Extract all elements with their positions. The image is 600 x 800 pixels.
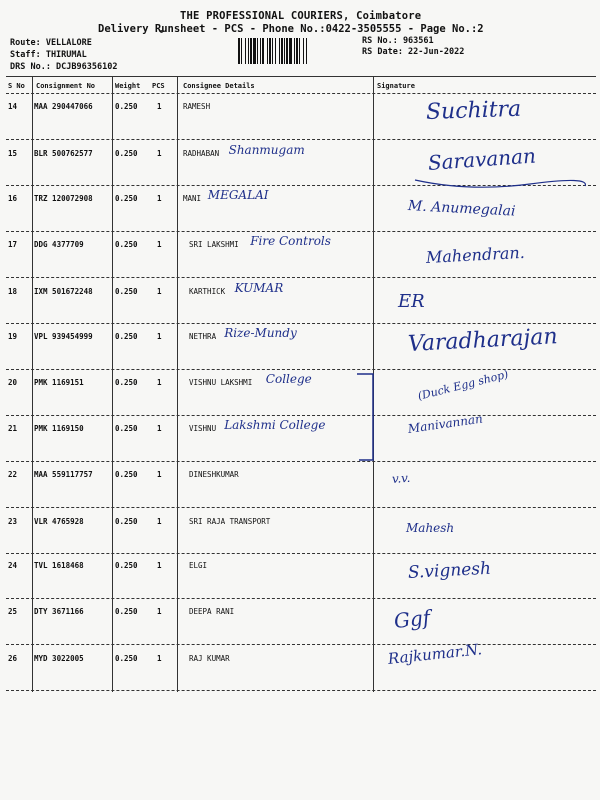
row-signature: S.vignesh [407, 558, 492, 583]
row-signature: Mahesh [406, 521, 455, 535]
col-header-sno: S No [8, 82, 25, 90]
row-consignment-no: DDG 4377709 [34, 240, 84, 249]
row-signature: v.v. [391, 470, 411, 486]
barcode-bar [306, 38, 307, 64]
row-sno: 19 [8, 332, 18, 341]
route-label: Route: VELLALORE [10, 38, 92, 48]
row-consignment-no: TRZ 120072908 [34, 194, 93, 203]
row-consignment-no: PMK 1169151 [34, 378, 84, 387]
row-sno: 18 [8, 287, 18, 296]
header-bottom-rule [6, 93, 596, 94]
row-divider [6, 277, 596, 278]
row-sno: 17 [8, 240, 18, 249]
col-divider-3 [177, 76, 178, 692]
row-consignment-no: IXM 501672248 [34, 287, 93, 296]
row-weight: 0.250 [115, 517, 138, 526]
barcode [238, 38, 356, 64]
row-consignment-no: PMK 1169150 [34, 424, 84, 433]
row-sno: 26 [8, 654, 18, 663]
row-signature: Mahendran. [425, 242, 526, 267]
row-consignment-no: MYD 3022005 [34, 654, 84, 663]
col-header-consignment: Consignment No [36, 82, 96, 90]
signature-underline-16 [410, 170, 590, 200]
row-pcs: 1 [157, 194, 162, 203]
row-pcs: 1 [157, 424, 162, 433]
row-sno: 14 [8, 102, 18, 111]
row-divider [6, 690, 596, 691]
row-consignment-no: VPL 939454999 [34, 332, 93, 341]
row-weight: 0.250 [115, 654, 138, 663]
bracket-mark [355, 370, 385, 466]
col-header-signature: Signature [377, 82, 415, 90]
row-signature: Saravanan [427, 143, 537, 175]
row-divider [6, 644, 596, 645]
rs-number: RS No.: 963561 [362, 36, 434, 46]
row-consignment-no: MAA 559117757 [34, 470, 93, 479]
row-signature: ER [398, 291, 425, 312]
row-consignment-no: VLR 4765928 [34, 517, 84, 526]
row-sno: 23 [8, 517, 18, 526]
row-divider [6, 598, 596, 599]
row-signature: Ggf [392, 605, 432, 633]
row-pcs: 1 [157, 332, 162, 341]
row-sno: 15 [8, 149, 18, 158]
row-sno: 24 [8, 561, 18, 570]
row-consignment-no: BLR 500762577 [34, 149, 93, 158]
rs-date: RS Date: 22-Jun-2022 [362, 47, 465, 57]
row-pcs: 1 [157, 102, 162, 111]
row-consignment-no: DTY 3671166 [34, 607, 84, 616]
row-pcs: 1 [157, 240, 162, 249]
row-divider [6, 415, 596, 416]
row-consignment-no: TVL 1618468 [34, 561, 84, 570]
row-consignee: VISHNU [189, 424, 217, 433]
row-pcs: 1 [157, 149, 162, 158]
col-divider-1 [32, 76, 33, 692]
col-header-pcs: PCS [152, 82, 165, 90]
row-weight: 0.250 [115, 378, 138, 387]
row-consignee: DINESHKUMAR [189, 470, 239, 479]
row-weight: 0.250 [115, 332, 138, 341]
row-consignee: NETHRA [189, 332, 217, 341]
row-weight: 0.250 [115, 424, 138, 433]
row-consignee-handwritten-note: Lakshmi College [224, 418, 326, 432]
row-divider [6, 231, 596, 232]
row-consignee: KARTHICK [189, 287, 226, 296]
row-weight: 0.250 [115, 287, 138, 296]
row-consignee-handwritten-note: Shanmugam [228, 143, 305, 157]
row-consignee-handwritten-note: MEGALAI [207, 188, 269, 202]
row-pcs: 1 [157, 470, 162, 479]
header-top-rule [6, 76, 596, 77]
row-divider [6, 369, 596, 370]
row-sno: 22 [8, 470, 18, 479]
row-signature: Manivannan [407, 411, 484, 436]
row-consignee-handwritten-note: Fire Controls [250, 234, 331, 248]
row-consignee: MANI [183, 194, 202, 203]
row-consignee: SRI RAJA TRANSPORT [189, 517, 271, 526]
row-weight: 0.250 [115, 561, 138, 570]
row-pcs: 1 [157, 378, 162, 387]
drs-number: DRS No.: DCJB96356102 [10, 62, 118, 72]
row-divider [6, 323, 596, 324]
document-subtitle: Delivery Runsheet - PCS - Phone No.:0422-3505555 - Page No.:2 [98, 23, 484, 35]
row-divider [6, 139, 596, 140]
col-header-consignee: Consignee Details [183, 82, 255, 90]
row-weight: 0.250 [115, 102, 138, 111]
row-signature: Rajkumar.N. [387, 640, 483, 668]
row-consignee: VISHNU LAKSHMI [189, 378, 253, 387]
row-sno: 25 [8, 607, 18, 616]
row-weight: 0.250 [115, 240, 138, 249]
row-weight: 0.250 [115, 607, 138, 616]
row-sno: 21 [8, 424, 18, 433]
row-consignee: SRI LAKSHMI [189, 240, 239, 249]
row-pcs: 1 [157, 287, 162, 296]
row-pcs: 1 [157, 654, 162, 663]
staff-label: Staff: THIRUMAL [10, 50, 87, 60]
row-signature: M. Anumegalai [407, 198, 516, 220]
col-header-weight: Weight [115, 82, 141, 90]
row-sno: 20 [8, 378, 18, 387]
row-consignee-handwritten-note: KUMAR [234, 281, 284, 295]
row-consignee: DEEPA RANI [189, 607, 235, 616]
document-title: THE PROFESSIONAL COURIERS, Coimbatore [180, 10, 422, 22]
row-consignee: ELGI [189, 561, 208, 570]
row-pcs: 1 [157, 517, 162, 526]
row-pcs: 1 [157, 607, 162, 616]
row-signature: (Duck Egg shop) [416, 367, 510, 403]
row-weight: 0.250 [115, 149, 138, 158]
row-signature: Varadharajan [407, 324, 559, 357]
row-consignee: RADHABAN [183, 149, 220, 158]
row-sno: 16 [8, 194, 18, 203]
row-consignment-no: MAA 290447066 [34, 102, 93, 111]
row-pcs: 1 [157, 561, 162, 570]
row-divider [6, 507, 596, 508]
row-consignee-handwritten-note: Rize-Mundy [224, 326, 297, 340]
row-weight: 0.250 [115, 470, 138, 479]
row-divider [6, 553, 596, 554]
row-consignee-handwritten-note: College [265, 372, 312, 386]
row-divider [6, 461, 596, 462]
row-weight: 0.250 [115, 194, 138, 203]
row-signature: Suchitra [425, 96, 522, 125]
row-consignee: RAMESH [183, 102, 211, 111]
row-consignee: RAJ KUMAR [189, 654, 230, 663]
col-divider-2 [112, 76, 113, 692]
